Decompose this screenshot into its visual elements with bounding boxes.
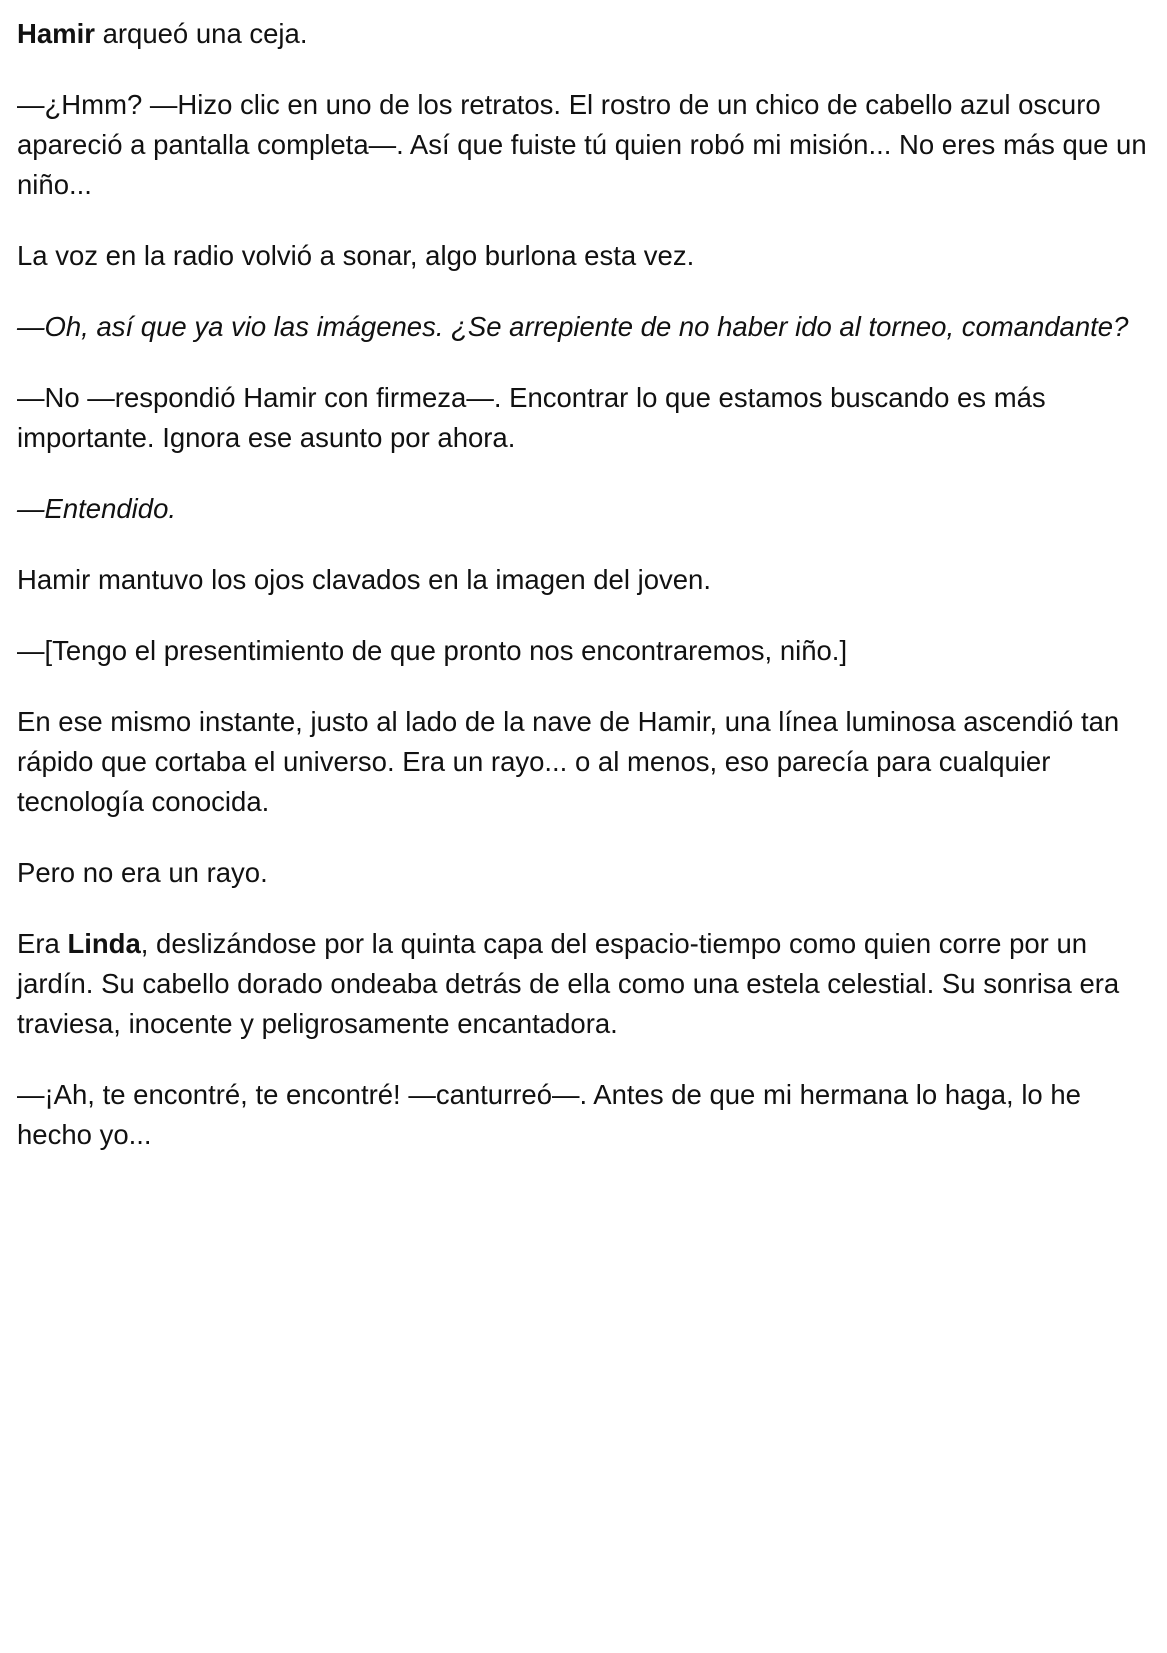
paragraph-voz-radio: La voz en la radio volvió a sonar, algo burlona esta vez. xyxy=(17,240,695,271)
bold-name-linda: Linda xyxy=(67,928,141,959)
paragraph-hamir-arqueo xyxy=(17,14,1157,54)
paragraph-prefix: Era xyxy=(17,928,68,959)
paragraph-hizo-clic: —¿Hmm? —Hizo clic en uno de los retratos. El rostro de un chico de cabello azul oscuro apareció a pantalla completa—. Así que fuiste tú quien robó mi misión... No eres más que un niño... xyxy=(17,89,1147,200)
paragraph-radio-dialogue: —Oh, así que ya vio las imágenes. ¿Se arrepiente de no haber ido al torneo, comandante? xyxy=(17,311,1129,342)
paragraph-no-era-rayo: Pero no era un rayo. xyxy=(17,857,268,888)
bold-name-hamir: Hamir xyxy=(17,18,95,49)
paragraph-text: arqueó una ceja. xyxy=(94,18,308,49)
paragraph-text: , deslizándose por la quinta capa del espacio-tiempo como quien corre por un jardín. Su cabello dorado ondeaba detrás de ella como una estela celestial. Su sonrisa era traviesa, inocente y peligrosamente encantadora. xyxy=(17,928,1120,1039)
paragraph-presentimiento: —[Tengo el presentimiento de que pronto nos encontraremos, niño.] xyxy=(17,635,848,666)
paragraph-entendido: —Entendido. xyxy=(17,493,176,524)
paragraph-ojos-clavados: Hamir mantuvo los ojos clavados en la imagen del joven. xyxy=(17,564,711,595)
paragraph-era-linda xyxy=(17,924,1157,1044)
paragraph-te-encontre: —¡Ah, te encontré, te encontré! —canturreó—. Antes de que mi hermana lo haga, lo he hecho yo... xyxy=(17,1079,1081,1150)
document-body xyxy=(17,14,1157,1186)
paragraph-linea-luminosa: En ese mismo instante, justo al lado de la nave de Hamir, una línea luminosa ascendió tan rápido que cortaba el universo. Era un rayo... o al menos, eso parecía para cualquier tecnología conocida. xyxy=(17,706,1120,817)
paragraph-respondio-hamir: —No —respondió Hamir con firmeza—. Encontrar lo que estamos buscando es más importante. Ignora ese asunto por ahora. xyxy=(17,382,1046,453)
